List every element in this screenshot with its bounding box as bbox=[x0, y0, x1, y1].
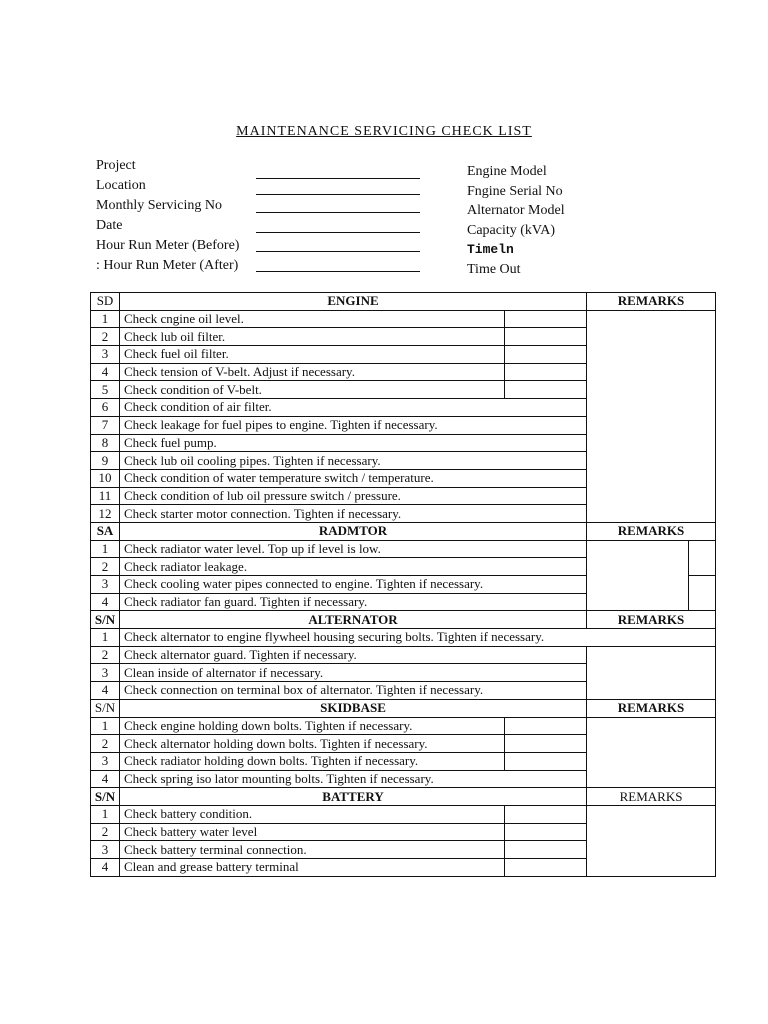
item-number: 3 bbox=[91, 752, 120, 770]
item-number: 1 bbox=[91, 629, 120, 647]
remarks-header: REMARKS bbox=[587, 788, 716, 806]
alternator-model-label: Alternator Model bbox=[467, 203, 565, 218]
project-line[interactable] bbox=[256, 178, 420, 179]
item-number: 1 bbox=[91, 805, 120, 823]
servicing-no-line[interactable] bbox=[256, 212, 420, 213]
item-number: 1 bbox=[91, 717, 120, 735]
item-number: 12 bbox=[91, 505, 120, 523]
item-number: 3 bbox=[91, 576, 120, 594]
item-number: 3 bbox=[91, 664, 120, 682]
item-text: Check cooling water pipes connected to engine. Tighten if necessary. bbox=[120, 576, 587, 594]
field-label: : Hour Run Meter (After) bbox=[96, 258, 239, 273]
section-title: SKIDBASE bbox=[120, 699, 587, 717]
header-field-project bbox=[96, 156, 239, 176]
item-text: Check fuel pump. bbox=[120, 434, 587, 452]
item-number: 3 bbox=[91, 346, 120, 364]
time-out-label: Time Out bbox=[467, 261, 521, 277]
item-text: Check fuel oil filter. bbox=[120, 346, 505, 364]
item-text: Check condition of air filter. bbox=[120, 399, 587, 417]
check-cell[interactable] bbox=[505, 717, 587, 735]
remarks-cell[interactable] bbox=[587, 805, 716, 876]
table-row bbox=[91, 717, 716, 735]
item-text: Check lub oil filter. bbox=[120, 328, 505, 346]
item-number: 4 bbox=[91, 682, 120, 700]
checklist-table bbox=[90, 292, 716, 877]
item-number: 2 bbox=[91, 328, 120, 346]
item-number: 4 bbox=[91, 859, 120, 877]
remarks-side-cell[interactable] bbox=[689, 540, 716, 575]
item-text: Check cngine oil level. bbox=[120, 310, 505, 328]
check-cell[interactable] bbox=[505, 735, 587, 753]
item-text: Clean and grease battery terminal bbox=[120, 859, 505, 877]
header-right-fields bbox=[467, 162, 565, 279]
item-text: Check battery water level bbox=[120, 823, 505, 841]
engine-model-label: Engine Model bbox=[467, 164, 547, 179]
date-line[interactable] bbox=[256, 232, 420, 233]
remarks-cell[interactable] bbox=[587, 540, 689, 611]
section-header-skidbase bbox=[91, 699, 716, 717]
section-header-engine bbox=[91, 293, 716, 311]
check-cell[interactable] bbox=[505, 363, 587, 381]
hour-before-line[interactable] bbox=[256, 251, 420, 252]
item-text: Check leakage for fuel pipes to engine. Tighten if necessary. bbox=[120, 416, 587, 434]
remarks-cell[interactable] bbox=[587, 646, 716, 699]
item-number: 8 bbox=[91, 434, 120, 452]
item-text: Check starter motor connection. Tighten if necessary. bbox=[120, 505, 587, 523]
col-no-header: S/N bbox=[91, 611, 120, 629]
field-label: Monthly Servicing No bbox=[96, 198, 222, 213]
item-number: 4 bbox=[91, 593, 120, 611]
item-text: Check radiator leakage. bbox=[120, 558, 587, 576]
col-no-header: S/N bbox=[91, 699, 120, 717]
capacity-label: Capacity (kVA) bbox=[467, 222, 555, 238]
item-text: Check battery condition. bbox=[120, 805, 505, 823]
item-text: Check connection on terminal box of alternator. Tighten if necessary. bbox=[120, 682, 587, 700]
item-text: Check condition of lub oil pressure switch / pressure. bbox=[120, 487, 587, 505]
item-number: 2 bbox=[91, 558, 120, 576]
section-title: RADMTOR bbox=[120, 522, 587, 540]
remarks-header: REMARKS bbox=[587, 699, 716, 717]
engine-serial-label: Fngine Serial No bbox=[467, 183, 563, 199]
item-number: 3 bbox=[91, 841, 120, 859]
item-text: Clean inside of alternator if necessary. bbox=[120, 664, 587, 682]
field-label: Date bbox=[96, 218, 123, 233]
header-field-date bbox=[96, 216, 239, 236]
item-number: 5 bbox=[91, 381, 120, 399]
item-text: Check radiator fan guard. Tighten if necessary. bbox=[120, 593, 587, 611]
remarks-header: REMARKS bbox=[587, 522, 716, 540]
item-number: 1 bbox=[91, 540, 120, 558]
check-cell[interactable] bbox=[505, 328, 587, 346]
field-label: Location bbox=[96, 178, 146, 193]
table-row bbox=[91, 805, 716, 823]
item-text: Check condition of water temperature switch / temperature. bbox=[120, 469, 587, 487]
field-label: Project bbox=[96, 158, 136, 173]
table-row bbox=[91, 629, 716, 647]
item-number: 11 bbox=[91, 487, 120, 505]
field-label: Hour Run Meter (Before) bbox=[96, 238, 240, 253]
remarks-cell[interactable] bbox=[587, 717, 716, 788]
table-row bbox=[91, 540, 716, 558]
col-no-header: SA bbox=[91, 522, 120, 540]
item-number: 2 bbox=[91, 823, 120, 841]
check-cell[interactable] bbox=[505, 859, 587, 877]
item-text: Check alternator guard. Tighten if necessary. bbox=[120, 646, 587, 664]
item-text: Check engine holding down bolts. Tighten if necessary. bbox=[120, 717, 505, 735]
header-field-location bbox=[96, 176, 239, 196]
check-cell[interactable] bbox=[505, 805, 587, 823]
location-line[interactable] bbox=[256, 194, 420, 195]
section-header-battery bbox=[91, 788, 716, 806]
header-field-hour-before bbox=[96, 236, 239, 256]
item-text: Check radiator water level. Top up if level is low. bbox=[120, 540, 587, 558]
item-number: 10 bbox=[91, 469, 120, 487]
check-cell[interactable] bbox=[505, 310, 587, 328]
header-field-hour-after bbox=[96, 256, 239, 276]
item-text: Check lub oil cooling pipes. Tighten if necessary. bbox=[120, 452, 587, 470]
section-header-alternator bbox=[91, 611, 716, 629]
col-no-header: SD bbox=[91, 293, 120, 311]
remarks-side-cell[interactable] bbox=[689, 576, 716, 611]
time-in-label: Timeln bbox=[467, 242, 514, 257]
item-text: Check battery terminal connection. bbox=[120, 841, 505, 859]
section-title: ALTERNATOR bbox=[120, 611, 587, 629]
item-text: Check tension of V-belt. Adjust if necessary. bbox=[120, 363, 505, 381]
section-header-radiator bbox=[91, 522, 716, 540]
item-number: 2 bbox=[91, 735, 120, 753]
section-title: BATTERY bbox=[120, 788, 587, 806]
item-text: Check radiator holding down bolts. Tighten if necessary. bbox=[120, 752, 505, 770]
check-cell[interactable] bbox=[505, 381, 587, 399]
item-number: 6 bbox=[91, 399, 120, 417]
table-row bbox=[91, 646, 716, 664]
remarks-cell[interactable] bbox=[587, 310, 716, 522]
item-text: Check condition of V-belt. bbox=[120, 381, 505, 399]
check-cell[interactable] bbox=[505, 841, 587, 859]
item-number: 2 bbox=[91, 646, 120, 664]
remarks-header: REMARKS bbox=[587, 293, 716, 311]
item-number: 7 bbox=[91, 416, 120, 434]
item-number: 9 bbox=[91, 452, 120, 470]
item-text: Check spring iso lator mounting bolts. Tighten if necessary. bbox=[120, 770, 587, 788]
check-cell[interactable] bbox=[505, 823, 587, 841]
item-number: 1 bbox=[91, 310, 120, 328]
item-number: 4 bbox=[91, 363, 120, 381]
header-field-servicing-no bbox=[96, 196, 239, 216]
item-text: Check alternator holding down bolts. Tighten if necessary. bbox=[120, 735, 505, 753]
check-cell[interactable] bbox=[505, 752, 587, 770]
table-row bbox=[91, 310, 716, 328]
header-left-fields bbox=[96, 156, 239, 276]
section-title: ENGINE bbox=[120, 293, 587, 311]
item-text: Check alternator to engine flywheel housing securing bolts. Tighten if necessary. bbox=[120, 629, 716, 647]
remarks-header: REMARKS bbox=[587, 611, 716, 629]
check-cell[interactable] bbox=[505, 346, 587, 364]
item-number: 4 bbox=[91, 770, 120, 788]
document-title: MAINTENANCE SERVICING CHECK LIST bbox=[236, 124, 532, 139]
hour-after-line[interactable] bbox=[256, 271, 420, 272]
col-no-header: S/N bbox=[91, 788, 120, 806]
